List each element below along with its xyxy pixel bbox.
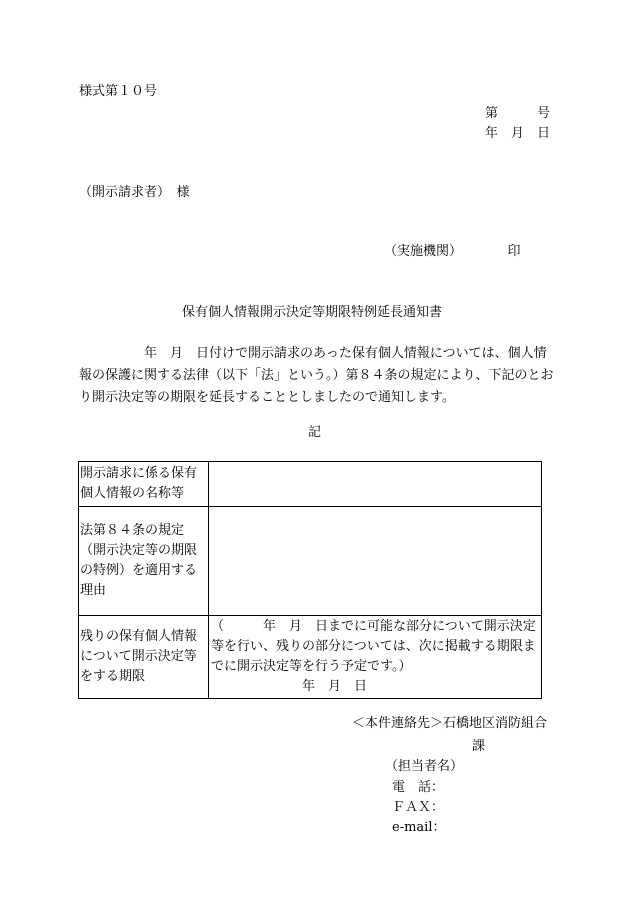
issuing-agency: （実施機関） 印 [384,244,521,259]
document-date: 年 月 日 [485,126,551,141]
row-value-info-name [209,462,542,507]
document-title: 保有個人情報開示決定等期限特例延長通知書 [182,305,443,320]
row-label-reason: 法第８４条の規定（開示決定等の期限の特例）を適用する理由 [79,507,209,616]
contact-email: e-mail： [392,820,446,835]
row-value-reason [209,507,542,616]
notice-body: 年 月 日付けで開示請求のあった保有個人情報については、個人情報の保護に関する法律（以下「法」という。）第８４条の規定により、下記のとおり開示決定等の期限を延長することとしましたので通知します。 [79,346,554,405]
contact-tel: 電 話： [392,780,445,795]
row-value-deadline: （ 年 月 日までに可能な部分について開示決定等を行い、残りの部分については、次に掲載する期限までに開示決定等を行う予定です。） 年 月 日 [209,616,542,699]
details-table [78,461,542,699]
contact-section: 課 [472,739,486,754]
document-number: 第 号 [485,106,551,121]
requester-addressee: （開示請求者） 様 [79,185,190,200]
ki-heading: 記 [308,425,322,440]
table-row [79,507,542,616]
row-label-deadline: 残りの保有個人情報について開示決定等をする期限 [79,616,209,699]
contact-header: ＜本件連絡先＞石橋地区消防組合 [352,716,548,731]
table-row [79,462,542,507]
form-number: 様式第１０号 [79,84,158,99]
contact-fax: ＦＡＸ： [392,800,445,815]
contact-person: （担当者名） [385,759,464,774]
row-label-info-name: 開示請求に係る保有個人情報の名称等 [79,462,209,507]
table-row [79,616,542,699]
